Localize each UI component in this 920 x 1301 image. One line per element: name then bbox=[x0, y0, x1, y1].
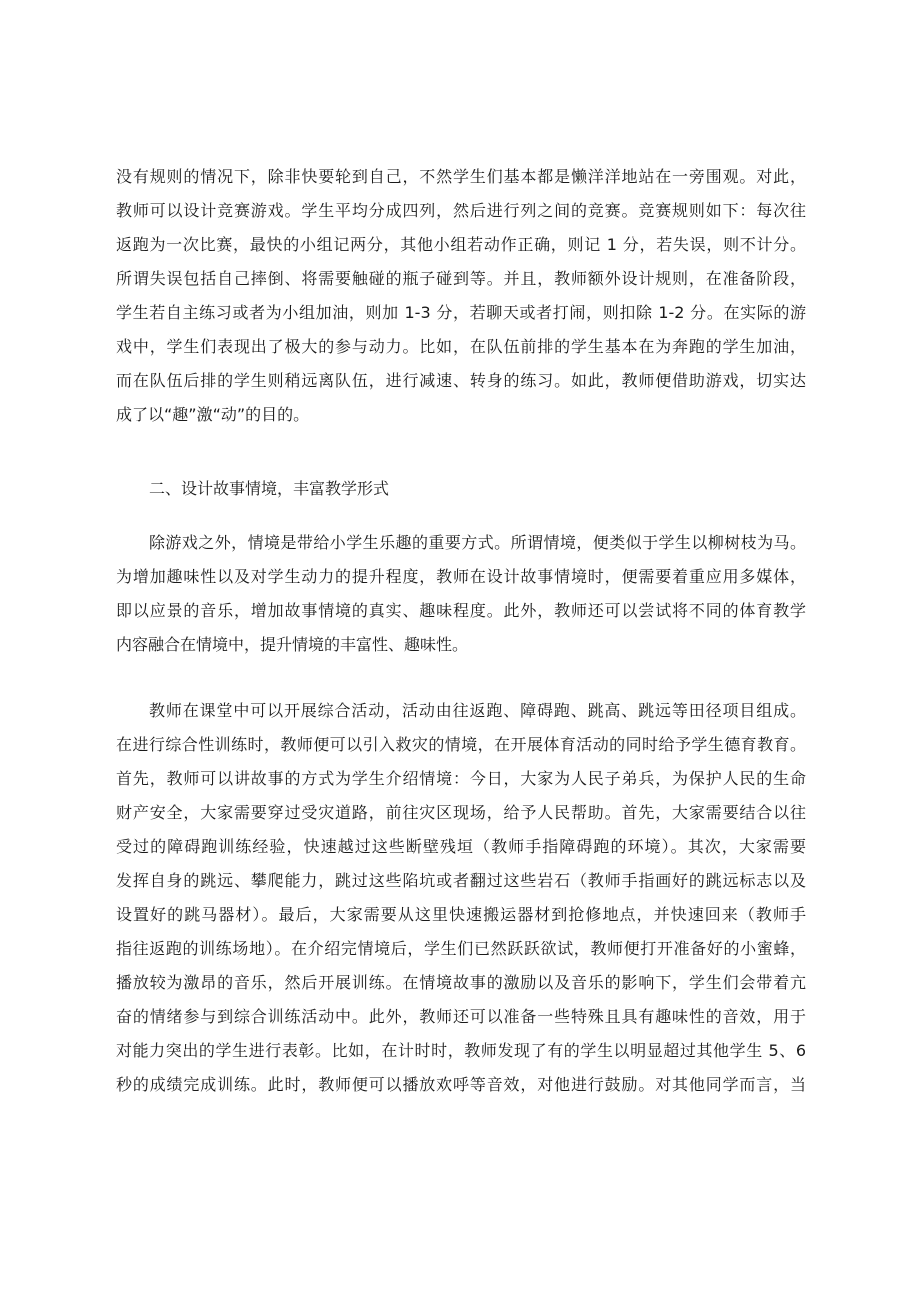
text-line: 为增加趣味性以及对学生动力的提升程度，教师在设计故事情境时，便需要着重应用多媒体， bbox=[116, 567, 806, 586]
text-line: 奋的情绪参与到综合训练活动中。此外，教师还可以准备一些特殊且具有趣味性的音效，用于 bbox=[116, 1007, 806, 1026]
text-line: 对能力突出的学生进行表彰。比如，在计时时，教师发现了有的学生以明显超过其他学生 5、6 bbox=[116, 1041, 806, 1060]
section-heading bbox=[116, 472, 806, 506]
text-line: 没有规则的情况下，除非快要轮到自己，不然学生们基本都是懒洋洋地站在一旁围观。对此， bbox=[116, 167, 806, 186]
text-line: 财产安全，大家需要穿过受灾道路，前往灾区现场，给予人民帮助。首先，大家需要结合以往 bbox=[116, 803, 806, 822]
text-line: 返跑为一次比赛，最快的小组记两分，其他小组若动作正确，则记 1 分，若失误，则不计分。 bbox=[116, 235, 806, 254]
paragraph-comprehensive-activity bbox=[116, 694, 806, 1102]
text-line: 除游戏之外，情境是带给小学生乐趣的重要方式。所谓情境，便类似于学生以柳树枝为马。 bbox=[149, 533, 806, 552]
text-line: 戏中，学生们表现出了极大的参与动力。比如，在队伍前排的学生基本在为奔跑的学生加油， bbox=[116, 337, 806, 356]
text-line: 指往返跑的训练场地）。在介绍完情境后，学生们已然跃跃欲试，教师便打开准备好的小蜜蜂， bbox=[116, 939, 806, 958]
text-line: 内容融合在情境中，提升情境的丰富性、趣味性。 bbox=[116, 635, 469, 654]
text-line: 即以应景的音乐，增加故事情境的真实、趣味程度。此外，教师还可以尝试将不同的体育教学 bbox=[116, 601, 806, 620]
text-line: 秒的成绩完成训练。此时，教师便可以播放欢呼等音效，对他进行鼓励。对其他同学而言，当 bbox=[116, 1075, 806, 1094]
text-line: 教师在课堂中可以开展综合活动，活动由往返跑、障碍跑、跳高、跳远等田径项目组成。 bbox=[149, 701, 806, 720]
paragraph-story-context bbox=[116, 526, 806, 662]
text-line: 而在队伍后排的学生则稍远离队伍，进行减速、转身的练习。如此，教师便借助游戏，切实达 bbox=[116, 371, 806, 390]
text-line: 发挥自身的跳远、攀爬能力，跳过这些陷坑或者翻过这些岩石（教师手指画好的跳远标志以及 bbox=[116, 871, 806, 890]
text-line: 受过的障碍跑训练经验，快速越过这些断壁残垣（教师手指障碍跑的环境）。其次，大家需要 bbox=[116, 837, 806, 856]
text-line: 成了以“趣”激“动”的目的。 bbox=[116, 405, 310, 424]
text-line: 所谓失误包括自己摔倒、将需要触碰的瓶子碰到等。并且，教师额外设计规则，在准备阶段， bbox=[116, 269, 806, 288]
text-line: 教师可以设计竞赛游戏。学生平均分成四列，然后进行列之间的竞赛。竞赛规则如下：每次往 bbox=[116, 201, 806, 220]
text-line: 播放较为激昂的音乐，然后开展训练。在情境故事的激励以及音乐的影响下，学生们会带着亢 bbox=[116, 973, 806, 992]
paragraph-game-rules bbox=[116, 160, 806, 432]
section-heading-text: 二、设计故事情境，丰富教学形式 bbox=[149, 479, 390, 498]
text-line: 设置好的跳马器材）。最后，大家需要从这里快速搬运器材到抢修地点，并快速回来（教师手 bbox=[116, 905, 806, 924]
text-line: 首先，教师可以讲故事的方式为学生介绍情境：今日，大家为人民子弟兵，为保护人民的生命 bbox=[116, 769, 806, 788]
text-line: 学生若自主练习或者为小组加油，则加 1-3 分，若聊天或者打闹，则扣除 1-2 分。在实际的游 bbox=[116, 303, 806, 322]
text-line: 在进行综合性训练时，教师便可以引入救灾的情境，在开展体育活动的同时给予学生德育教育。 bbox=[116, 735, 806, 754]
